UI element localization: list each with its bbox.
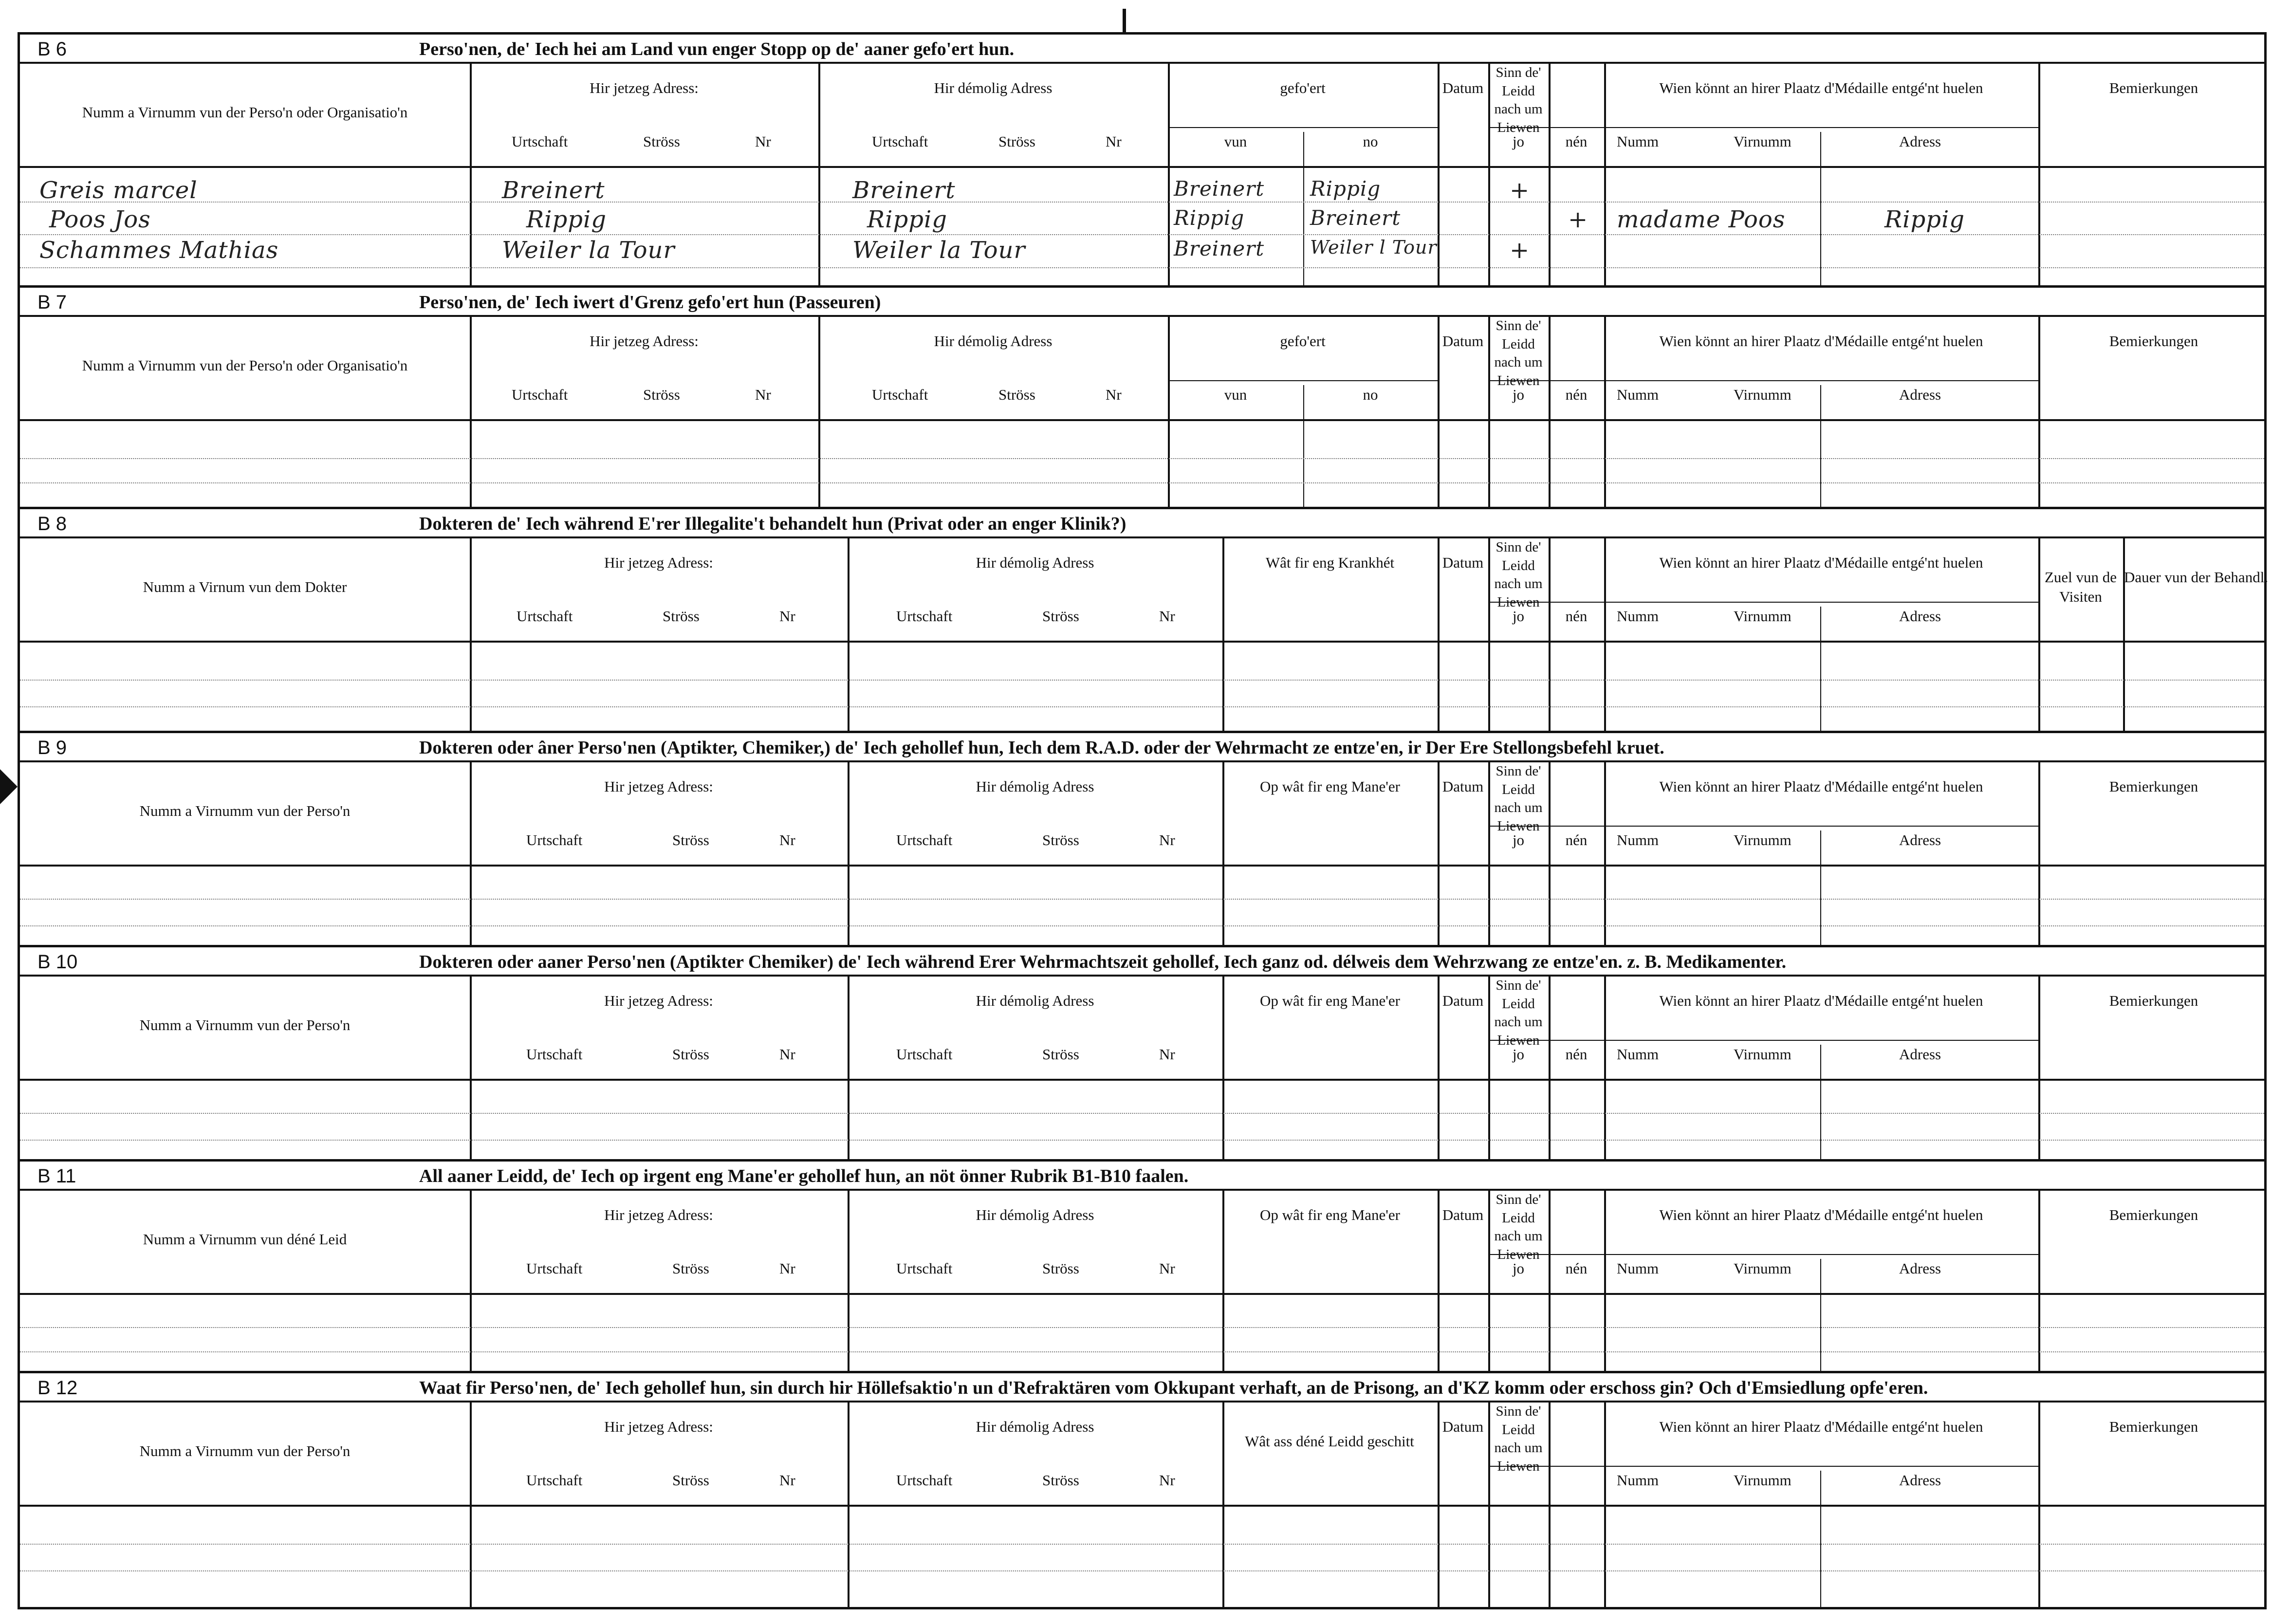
row3-current-place: Weiler la Tour [502,237,675,264]
remarks-header: Bemierkungen [2109,1206,2198,1223]
form-page [18,32,2267,1609]
date-header: Datum [1442,332,1484,350]
place-header: Urtschaft [512,386,568,403]
method-header: Op wât fir eng Mane'er [1260,1206,1400,1223]
name-column-header: Numm a Virnumm vun déné Leid [143,1231,347,1248]
to-header: no [1363,386,1378,403]
firstname-header: Virnumm [1734,1260,1791,1277]
section-code: B 7 [37,292,67,313]
street-header: Ströss [1042,1260,1079,1277]
from-header: vun [1224,386,1247,403]
remarks-header: Bemierkungen [2109,332,2198,350]
street-header: Ströss [998,133,1035,150]
row1-to: Rippig [1310,177,1381,201]
yes-header: jo [1512,1260,1525,1277]
remarks-header: Bemierkungen [2109,1418,2198,1435]
section-b10-table [20,977,2264,1162]
place-header: Urtschaft [526,831,583,849]
number-header: Nr [779,831,795,849]
street-header: Ströss [643,386,680,403]
section-b9-table [20,762,2264,947]
number-header: Nr [1159,831,1175,849]
current-address-header: Hir jetzeg Adress: [590,332,699,350]
number-header: Nr [755,386,771,403]
place-header: Urtschaft [896,608,953,625]
section-title: Dokteren oder âner Perso'nen (Aptikter, Chemiker,) de' Iech gehollef hun, Iech dem R.A.D. oder der Wehrmacht ze entze'en, ir Der Ere Stellongsbefehl kruet. [419,738,1664,758]
address-header: Adress [1899,386,1941,403]
method-header: Op wât fir eng Mane'er [1260,992,1400,1009]
section-b8-table [20,538,2269,733]
place-header: Urtschaft [896,1046,953,1063]
row2-medal-address: Rippig [1884,206,1965,233]
no-header: nén [1565,608,1588,625]
surname-header: Numm [1617,1472,1659,1489]
former-address-header: Hir démolig Adress [976,1206,1094,1223]
address-header: Adress [1899,1472,1941,1489]
firstname-header: Virnumm [1734,831,1791,849]
led-header: gefo'ert [1280,332,1326,350]
date-header: Datum [1442,992,1484,1009]
surname-header: Numm [1617,831,1659,849]
row3-yes: + [1510,237,1530,264]
place-header: Urtschaft [512,133,568,150]
date-header: Datum [1442,778,1484,795]
visits-header: Zuel vun de Visiten [2044,569,2117,606]
street-header: Ströss [998,386,1035,403]
name-column-header: Numm a Virnumm vun der Perso'n oder Organisatio'n [82,104,408,121]
number-header: Nr [755,133,771,150]
name-column-header: Numm a Virnumm vun der Perso'n [139,1442,351,1459]
remarks-header: Bemierkungen [2109,778,2198,795]
place-header: Urtschaft [517,608,573,625]
row2-to: Breinert [1310,206,1401,230]
former-address-header: Hir démolig Adress [934,79,1053,96]
row3-to: Weiler l Tour [1310,237,1437,258]
number-header: Nr [1159,608,1175,625]
number-header: Nr [1106,133,1122,150]
section-title: All aaner Leidd, de' Iech op irgent eng Mane'er gehollef hun, an nöt önner Rubrik B1-B10 faalen. [419,1166,1189,1186]
current-address-header: Hir jetzeg Adress: [604,554,713,571]
medal-header: Wien könnt an hirer Plaatz d'Médaille entgé'nt huelen [1659,554,1983,571]
alive-header: Sinn de' Leidd nach um Liewen [1494,978,1543,1049]
section-b7-title-bar [20,288,2264,317]
former-address-header: Hir démolig Adress [976,1418,1094,1435]
address-header: Adress [1899,831,1941,849]
section-b11-table [20,1191,2264,1373]
street-header: Ströss [663,608,700,625]
row2-medal-name: madame Poos [1617,206,1786,233]
firstname-header: Virnumm [1734,1046,1791,1063]
yes-header: jo [1512,831,1525,849]
date-header: Datum [1442,79,1484,96]
number-header: Nr [779,1260,795,1277]
street-header: Ströss [672,1046,709,1063]
no-header: nén [1565,386,1588,403]
current-address-header: Hir jetzeg Adress: [604,778,713,795]
medal-header: Wien könnt an hirer Plaatz d'Médaille entgé'nt huelen [1659,1418,1983,1435]
address-header: Adress [1899,608,1941,625]
section-b8-title-bar [20,509,2264,538]
current-address-header: Hir jetzeg Adress: [604,1418,713,1435]
top-page-mark [1123,9,1126,32]
name-column-header: Numm a Virnumm vun der Perso'n oder Organisatio'n [82,357,408,374]
row2-no: + [1568,206,1588,233]
from-header: vun [1224,133,1247,150]
address-header: Adress [1899,1260,1941,1277]
surname-header: Numm [1617,386,1659,403]
name-column-header: Numm a Virnumm vun der Perso'n [139,1016,351,1033]
to-header: no [1363,133,1378,150]
no-header: nén [1565,133,1588,150]
row1-yes: + [1510,177,1530,204]
date-header: Datum [1442,1206,1484,1223]
section-b6 [20,35,2264,288]
place-header: Urtschaft [896,1260,953,1277]
no-header: nén [1565,1260,1588,1277]
surname-header: Numm [1617,133,1659,150]
street-header: Ströss [643,133,680,150]
firstname-header: Virnumm [1734,608,1791,625]
section-b11 [20,1162,2264,1373]
number-header: Nr [1159,1260,1175,1277]
place-header: Urtschaft [526,1472,583,1489]
former-address-header: Hir démolig Adress [976,554,1094,571]
alive-header: Sinn de' Leidd nach um Liewen [1494,763,1543,834]
alive-header: Sinn de' Leidd nach um Liewen [1494,65,1543,136]
street-header: Ströss [1042,1046,1079,1063]
place-header: Urtschaft [896,1472,953,1489]
section-b6-title-bar [20,35,2264,64]
alive-header: Sinn de' Leidd nach um Liewen [1494,539,1543,610]
place-header: Urtschaft [872,133,928,150]
section-code: B 6 [37,38,67,60]
section-b12-title-bar [20,1373,2264,1403]
illness-header: Wât fir eng Krankhét [1265,554,1395,571]
duration-header: Dauer vun der Behandl. [2124,569,2269,586]
yes-header: jo [1512,386,1525,403]
row3-from: Breinert [1174,237,1265,260]
number-header: Nr [779,608,795,625]
section-b6-table [20,64,2264,288]
surname-header: Numm [1617,1260,1659,1277]
section-b8 [20,509,2269,733]
section-code: B 11 [37,1165,76,1187]
alive-header: Sinn de' Leidd nach um Liewen [1494,1403,1543,1475]
section-code: B 12 [37,1377,78,1399]
no-header: nén [1565,831,1588,849]
section-title: Waat fir Perso'nen, de' Iech gehollef hun, sin durch hir Höllefsaktio'n un d'Refraktären vom Okkupant verhaft, an de Prisong, an d'KZ komm oder erschoss gin? Och d'Emsiedlung opfe'eren. [419,1378,1928,1398]
section-b12-table [20,1403,2264,1607]
section-b7 [20,288,2264,509]
left-margin-mark [0,769,18,804]
current-address-header: Hir jetzeg Adress: [604,992,713,1009]
number-header: Nr [1159,1046,1175,1063]
former-address-header: Hir démolig Adress [976,778,1094,795]
section-title: Dokteren de' Iech während E'rer Illegalite't behandelt hun (Privat oder an enger Klinik?) [419,514,1127,534]
address-header: Adress [1899,1046,1941,1063]
section-title: Perso'nen, de' Iech hei am Land vun enger Stopp op de' aaner gefo'ert hun. [419,39,1015,59]
row3-former-place: Weiler la Tour [852,237,1026,264]
firstname-header: Virnumm [1734,1472,1791,1489]
section-b12 [20,1373,2264,1607]
what-happened-header: Wât ass déné Leidd geschitt [1245,1433,1414,1450]
section-b10-title-bar [20,947,2264,977]
medal-header: Wien könnt an hirer Plaatz d'Médaille entgé'nt huelen [1659,79,1983,96]
name-column-header: Numm a Virnumm vun der Perso'n [139,802,351,819]
current-address-header: Hir jetzeg Adress: [590,79,699,96]
row3-name: Schammes Mathias [39,237,279,264]
row2-former-place: Rippig [867,206,948,233]
street-header: Ströss [672,1260,709,1277]
section-title: Perso'nen, de' Iech iwert d'Grenz gefo'ert hun (Passeuren) [419,292,881,313]
date-header: Datum [1442,1418,1484,1435]
place-header: Urtschaft [526,1046,583,1063]
former-address-header: Hir démolig Adress [976,992,1094,1009]
yes-header: jo [1512,608,1525,625]
remarks-header: Bemierkungen [2109,79,2198,96]
medal-header: Wien könnt an hirer Plaatz d'Médaille entgé'nt huelen [1659,1206,1983,1223]
row2-current-place: Rippig [526,206,607,233]
section-b11-title-bar [20,1162,2264,1191]
section-code: B 10 [37,951,78,973]
street-header: Ströss [672,831,709,849]
method-header: Op wât fir eng Mane'er [1260,778,1400,795]
number-header: Nr [779,1472,795,1489]
no-header: nén [1565,1046,1588,1063]
firstname-header: Virnumm [1734,386,1791,403]
street-header: Ströss [1042,608,1079,625]
section-code: B 9 [37,737,67,758]
doctor-name-header: Numm a Virnum vun dem Dokter [143,578,347,595]
surname-header: Numm [1617,608,1659,625]
place-header: Urtschaft [896,831,953,849]
row1-current-place: Breinert [502,177,605,204]
section-b9-title-bar [20,733,2264,762]
number-header: Nr [1106,386,1122,403]
row1-former-place: Breinert [852,177,956,204]
street-header: Ströss [1042,831,1079,849]
address-header: Adress [1899,133,1941,150]
medal-header: Wien könnt an hirer Plaatz d'Médaille entgé'nt huelen [1659,778,1983,795]
alive-header: Sinn de' Leidd nach um Liewen [1494,318,1543,389]
section-b10 [20,947,2264,1162]
firstname-header: Virnumm [1734,133,1791,150]
row1-name: Greis marcel [39,177,198,204]
led-header: gefo'ert [1280,79,1326,96]
medal-header: Wien könnt an hirer Plaatz d'Médaille entgé'nt huelen [1659,992,1983,1009]
row2-from: Rippig [1174,206,1245,230]
street-header: Ströss [672,1472,709,1489]
section-title: Dokteren oder aaner Perso'nen (Aptikter Chemiker) de' Iech während Erer Wehrmachtszeit gehollef, Iech ganz od. délweis dem Wehrzwang ze entze'en. z. B. Medikamenter. [419,952,1787,972]
row2-name: Poos Jos [49,206,151,233]
yes-header: jo [1512,1046,1525,1063]
street-header: Ströss [1042,1472,1079,1489]
section-b9 [20,733,2264,947]
former-address-header: Hir démolig Adress [934,332,1053,350]
current-address-header: Hir jetzeg Adress: [604,1206,713,1223]
number-header: Nr [1159,1472,1175,1489]
yes-header: jo [1512,133,1525,150]
remarks-header: Bemierkungen [2109,992,2198,1009]
date-header: Datum [1442,554,1484,571]
alive-header: Sinn de' Leidd nach um Liewen [1494,1192,1543,1263]
medal-header: Wien könnt an hirer Plaatz d'Médaille entgé'nt huelen [1659,332,1983,350]
place-header: Urtschaft [872,386,928,403]
section-b7-table [20,317,2264,509]
place-header: Urtschaft [526,1260,583,1277]
section-code: B 8 [37,513,67,535]
number-header: Nr [779,1046,795,1063]
row1-from: Breinert [1174,177,1265,201]
surname-header: Numm [1617,1046,1659,1063]
